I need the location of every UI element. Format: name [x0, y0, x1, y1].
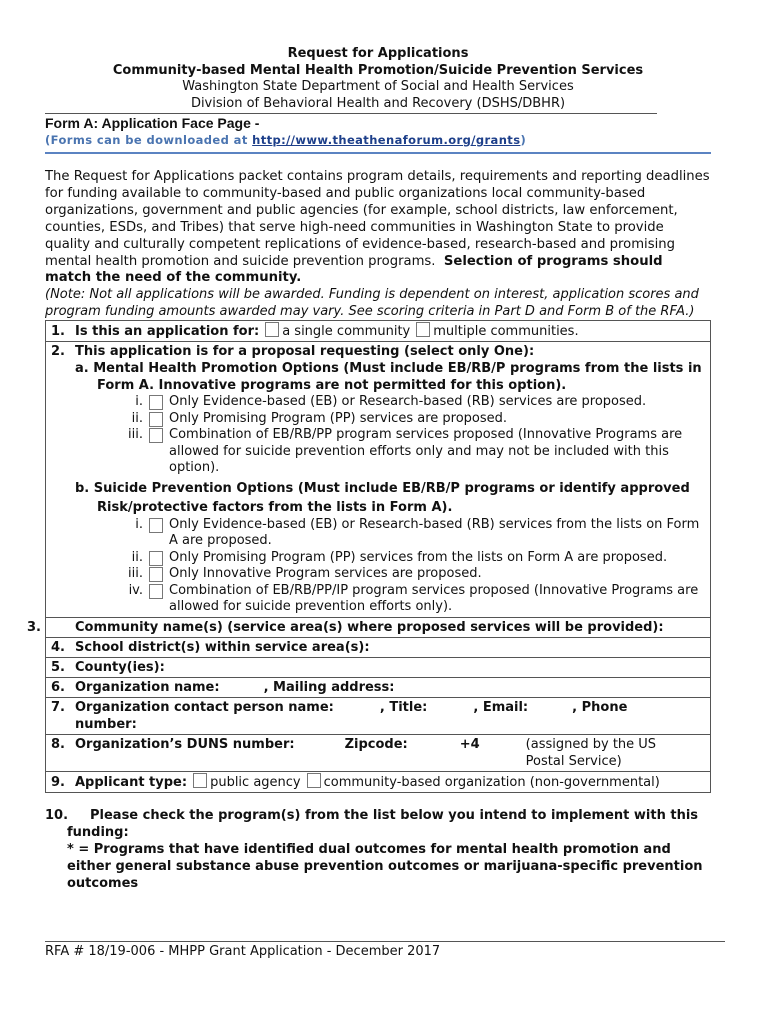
q1-option1: a single community [282, 324, 411, 340]
q2b-opt1-checkbox[interactable] [149, 518, 163, 533]
document-page [27, 46, 711, 892]
q9-option1: public agency [210, 774, 301, 790]
q2a-opt2-num: ii. [131, 410, 143, 426]
download-prefix: (Forms can be downloaded at [45, 133, 253, 147]
single-community-checkbox[interactable] [265, 322, 279, 337]
q2b-option-3 [51, 566, 704, 583]
q2b-text: b. Suicide Prevention Options (Must include EB/RB/P programs or identify approved Risk/protective factors from the lists in Form A). [75, 480, 690, 515]
q6-number: 6. [51, 679, 65, 695]
q2a-opt1-checkbox[interactable] [149, 395, 163, 410]
q2b-opt3-checkbox[interactable] [149, 567, 163, 582]
q5-number: 5. [51, 659, 65, 675]
q8-plus4: +4 [459, 736, 480, 752]
q2b-opt1-num: i. [135, 516, 143, 532]
document-header [45, 46, 711, 112]
q5-label: County(ies): [75, 659, 165, 675]
grants-link[interactable]: http://www.theathenaforum.org/grants [252, 133, 521, 147]
q2b-opt2-text: Only Promising Program (PP) services from the lists on Form A are proposed. [169, 549, 668, 565]
q2-label: This application is for a proposal requesting (select only One): [75, 344, 535, 360]
q2a-opt3-text: Combination of EB/RB/PP program services proposed (Innovative Programs are allowed for suicide prevention efforts only and may not be included with this option). [169, 427, 683, 476]
q2a-opt3-checkbox[interactable] [149, 428, 163, 443]
q2b-opt1-text: Only Evidence-based (EB) or Research-based (RB) services from the lists on Form A are proposed. [169, 516, 700, 549]
q2a-option-1 [51, 394, 704, 411]
multiple-communities-checkbox[interactable] [416, 322, 430, 337]
header-program: Community-based Mental Health Promotion/Suicide Prevention Services [112, 62, 644, 78]
question-4[interactable] [46, 637, 710, 657]
question-6[interactable] [46, 677, 710, 697]
q2a-text: a. Mental Health Promotion Options (Must include EB/RB/P programs from the lists in Form A. Innovative programs are not permitted for this option). [75, 361, 702, 394]
question-1 [46, 321, 710, 341]
intro-note: (Note: Not all applications will be awarded. Funding is dependent on interest, application scores and program funding amounts awarded may vary. See scoring criteria in Part D and Form B of the RFA.) [45, 287, 699, 319]
question-7[interactable] [46, 697, 710, 734]
question-2 [46, 341, 710, 617]
section-divider [45, 152, 711, 154]
q10-label: Please check the program(s) from the list below you intend to implement with this funding: [67, 807, 699, 840]
q2a-opt1-num: i. [135, 394, 143, 410]
q9-label: Applicant type: [75, 774, 188, 790]
header-divider [45, 113, 657, 114]
q2b-opt4-checkbox[interactable] [149, 584, 163, 599]
public-agency-checkbox[interactable] [193, 773, 207, 788]
q1-number: 1. [51, 324, 65, 340]
q2b-opt4-text: Combination of EB/RB/PP/IP program services proposed (Innovative Programs are allowed for suicide prevention efforts only). [169, 582, 699, 615]
q2a-opt2-checkbox[interactable] [149, 412, 163, 427]
q2b-opt4-num: iv. [128, 582, 143, 598]
q8-number: 8. [51, 736, 65, 752]
q1-option2: multiple communities. [433, 324, 579, 340]
q2a-opt2-text: Only Promising Program (PP) services are proposed. [169, 410, 508, 426]
q9-number: 9. [51, 774, 65, 790]
q3-number: 3. [27, 619, 41, 635]
q1-label: Is this an application for: [75, 324, 260, 340]
intro-text: The Request for Applications packet contains program details, requirements and reporting deadlines for funding available to community-based and public organizations local community-based organizations, government and public agencies (for example, school districts, law enforcement, counties, ESDs, and Tribes) that serve high-need communities in Washington State to provide quality and culturally competent replications of evidence-based, research-based and promising mental health promotion and suicide prevention programs. [45, 169, 710, 269]
q8-note: (assigned by the US Postal Service) [525, 736, 657, 769]
intro-paragraph [45, 169, 711, 287]
q7-phone: , Phone [572, 699, 628, 715]
q3-label: Community name(s) (service area(s) where proposed services will be provided): [75, 619, 664, 635]
question-8[interactable] [46, 734, 710, 771]
download-suffix: ) [520, 133, 527, 147]
q6-label: Organization name: [75, 679, 220, 695]
q2a-option-2 [51, 411, 704, 428]
q7-label: Organization contact person name: [75, 699, 334, 715]
q6-label2: , Mailing address: [263, 679, 395, 695]
application-form-table [27, 320, 711, 793]
question-3[interactable] [27, 617, 710, 637]
q7-email: , Email: [473, 699, 529, 715]
question-10 [45, 807, 711, 892]
q2b-opt3-text: Only Innovative Program services are proposed. [169, 566, 482, 582]
q2b-option-2 [51, 550, 704, 567]
q2b-opt2-checkbox[interactable] [149, 551, 163, 566]
forms-download-note [45, 132, 711, 148]
q10-number: 10. [45, 807, 69, 823]
q2b-label [51, 479, 704, 517]
q2b-option-1 [51, 517, 704, 550]
q10-note: * = Programs that have identified dual outcomes for mental health promotion and either general substance abuse prevention outcomes or marijuana-specific prevention outcomes [67, 841, 703, 891]
form-title: Form A: Application Face Page - [45, 115, 260, 131]
q2a-opt3-num: iii. [128, 427, 143, 443]
q7-phone-cont: number: [75, 716, 137, 732]
q2a-opt1-text: Only Evidence-based (EB) or Research-based (RB) services are proposed. [169, 394, 647, 410]
q9-option2: community-based organization (non-governmental) [323, 774, 660, 790]
q4-number: 4. [51, 639, 65, 655]
q2b-opt2-num: ii. [131, 549, 143, 565]
question-5[interactable] [46, 657, 710, 677]
q2-number: 2. [51, 344, 65, 360]
q2b-opt3-num: iii. [128, 566, 143, 582]
page-footer: RFA # 18/19-006 - MHPP Grant Application - December 2017 [45, 941, 725, 959]
q2a-option-3 [51, 427, 704, 477]
q4-label: School district(s) within service area(s): [75, 639, 370, 655]
q8-zip: Zipcode: [344, 736, 408, 752]
q7-number: 7. [51, 699, 65, 715]
intro-bold: Selection of programs should match the need of the community. [45, 253, 663, 286]
header-title: Request for Applications [287, 46, 469, 61]
header-department: Washington State Department of Social and Health Services [182, 79, 574, 94]
community-org-checkbox[interactable] [307, 773, 321, 788]
question-9 [46, 771, 710, 792]
q2b-option-4 [51, 583, 704, 616]
q8-label: Organization’s DUNS number: [75, 736, 295, 752]
q2a-label [51, 360, 704, 394]
q7-title: , Title: [379, 699, 428, 715]
header-division: Division of Behavioral Health and Recovery (DSHS/DBHR) [190, 95, 566, 111]
